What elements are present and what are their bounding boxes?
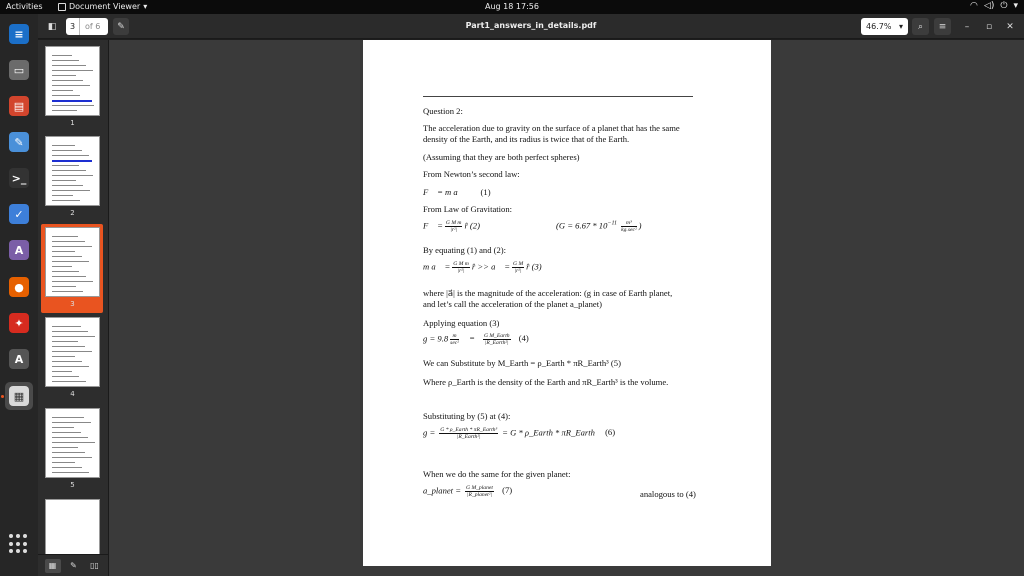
chevron-down-icon: ▾ — [143, 2, 148, 11]
substituting-label: Substituting by (5) at (4): — [423, 411, 511, 421]
search-button[interactable] — [912, 18, 929, 35]
intro-line-1: The acceleration due to gravity on the surface of a planet that has the same — [423, 123, 680, 133]
page-count-label: of 6 — [85, 22, 101, 31]
equation-1: F⃗ = m a⃗ (1) — [423, 187, 491, 197]
document-title: Part1_answers_in_details.pdf — [465, 21, 597, 30]
sidebar-icon: ◧ — [47, 21, 57, 32]
thumbnail-label: 5 — [70, 481, 75, 489]
book-icon: ▯▯ — [90, 561, 99, 570]
dock-item-software-updater[interactable] — [5, 345, 33, 373]
assumption-text: (Assuming that they are both perfect spheres) — [423, 152, 580, 162]
dock-item-firefox[interactable] — [5, 273, 33, 301]
clock[interactable]: Aug 18 17:56 — [485, 2, 539, 11]
search-icon: ⌕ — [917, 21, 924, 32]
show-applications-icon[interactable] — [9, 534, 29, 554]
applying-label: Applying equation (3) — [423, 318, 500, 328]
wifi-icon: ◠ — [970, 1, 978, 11]
page-thumbnail[interactable] — [45, 227, 100, 297]
document-view[interactable] — [109, 40, 1024, 576]
activities-button[interactable]: Activities — [6, 2, 43, 11]
zoom-value: 46.7% — [866, 22, 892, 31]
system-top-bar — [0, 0, 1024, 14]
terminal-icon: >_ — [9, 168, 29, 188]
thumbnail-label: 4 — [70, 390, 75, 398]
dock-item-text-editor[interactable] — [5, 128, 33, 156]
substitute-line: We can Substitute by M_Earth = ρ_Earth * πR_Earth³ (5) — [423, 358, 621, 368]
sidebar-footer — [38, 554, 109, 576]
todo-icon: ✓ — [9, 204, 29, 224]
volume-icon: ◁) — [983, 1, 995, 11]
equation-3: m a⃗ = $\frac{\text{G M m}}{\text{|r²|}}$ r̂ >> a⃗ = $\frac{\text{G M}}{\text{|r²|}}$ r̂ (3) — [423, 261, 542, 274]
annotation-icon: ✎ — [70, 561, 77, 570]
grid-icon: ▦ — [48, 561, 57, 570]
divider — [423, 96, 693, 97]
dock-item-document-viewer[interactable] — [5, 382, 33, 410]
thumbnail-label: 3 — [70, 300, 75, 308]
text-editor-icon: ✎ — [9, 132, 29, 152]
page-thumbnail[interactable] — [45, 136, 100, 206]
equation-2: F⃗ = $\frac{\text{G M m}}{\text{|r²|}}$ r̂ (2) — [423, 220, 480, 233]
software-updater-icon: A — [9, 349, 29, 369]
libreoffice-writer-icon: ≡ — [9, 24, 29, 44]
where-line-1: where |a⃗| is the magnitude of the acceleration: (g in case of Earth planet, — [423, 288, 673, 298]
system-tray[interactable] — [970, 1, 1018, 11]
maximize-button[interactable] — [982, 18, 996, 35]
zoom-selector[interactable] — [861, 18, 908, 35]
power-icon: ⏻ — [1000, 1, 1008, 11]
hamburger-menu-icon: ≡ — [938, 21, 947, 32]
menu-button[interactable] — [934, 18, 951, 35]
pdf-reader-icon: ✦ — [9, 313, 29, 333]
dock-item-pdf-reader[interactable] — [5, 309, 33, 337]
software-center-icon: A — [9, 240, 29, 260]
where-line-2: and let’s call the acceleration of the planet a_planet) — [423, 299, 602, 309]
dock-item-software-center[interactable] — [5, 236, 33, 264]
outline-view-button[interactable] — [87, 559, 103, 573]
dock-item-todo[interactable] — [5, 200, 33, 228]
dock-item-files[interactable] — [5, 56, 33, 84]
where-rho-line: Where ρ_Earth is the density of the Earth and πR_Earth³ is the volume. — [423, 377, 669, 387]
current-page-input[interactable]: 3 — [66, 18, 80, 35]
equation-4: g = 9.8 $\frac{m}{\text{sec²}}$ = $\frac{\text{G M\_Earth}}{\text{|R\_Earth²|}}$ (4) — [423, 333, 529, 346]
page-thumbnail[interactable] — [45, 46, 100, 116]
newton-label: From Newton’s second law: — [423, 169, 520, 179]
close-icon: ✕ — [1006, 21, 1014, 32]
same-for-planet-label: When we do the same for the given planet: — [423, 469, 571, 479]
thumbnails-view-button[interactable] — [45, 559, 61, 573]
thumbnail-label: 2 — [70, 209, 75, 217]
page-thumbnail[interactable] — [45, 408, 100, 478]
equating-label: By equating (1) and (2): — [423, 245, 507, 255]
dock — [0, 14, 38, 576]
app-name: Document Viewer — [69, 2, 141, 11]
thumbnail-label: 1 — [70, 119, 75, 127]
dock-item-terminal[interactable] — [5, 164, 33, 192]
document-viewer-icon: ▦ — [9, 386, 29, 406]
header-bar — [38, 14, 1024, 39]
chevron-down-icon: ▾ — [1013, 1, 1018, 11]
libreoffice-impress-icon: ▤ — [9, 96, 29, 116]
maximize-icon: ▫ — [985, 21, 993, 32]
files-icon: ▭ — [9, 60, 29, 80]
firefox-icon: ● — [9, 277, 29, 297]
page-thumbnail[interactable] — [45, 317, 100, 387]
gravitation-label: From Law of Gravitation: — [423, 204, 513, 214]
minimize-icon: – — [964, 21, 970, 32]
equation-6: g = $\frac{\text{G * ρ\_Earth * πR\_Earth³}}{\text{|R\_Earth²|}}$ = G * ρ_Earth * πR_Earth (6) — [423, 427, 616, 440]
dock-item-libreoffice-impress[interactable] — [5, 92, 33, 120]
pencil-icon: ✎ — [117, 21, 125, 32]
close-button[interactable] — [1003, 18, 1017, 35]
minimize-button[interactable] — [960, 18, 974, 35]
intro-line-2: density of the Earth, and its radius is twice that of the Earth. — [423, 134, 630, 144]
running-indicator — [1, 395, 4, 398]
analogous-note: analogous to (4) — [640, 489, 696, 499]
equation-7: a_planet = $\frac{\text{G M\_planet}}{\text{|R\_planet²|}}$ (7) — [423, 485, 513, 498]
dock-item-libreoffice-writer[interactable] — [5, 20, 33, 48]
question-title: Question 2: — [423, 106, 463, 116]
thumbnail-sidebar — [38, 40, 109, 576]
document-page — [363, 40, 771, 566]
gravitational-constant: ($G = 6.67 * 10^{-11}$ $\frac{\text{m³}}{\text{kg.sec²}}$ ) — [556, 220, 642, 233]
chevron-down-icon: ▾ — [898, 22, 903, 31]
annotations-view-button[interactable] — [66, 559, 82, 573]
